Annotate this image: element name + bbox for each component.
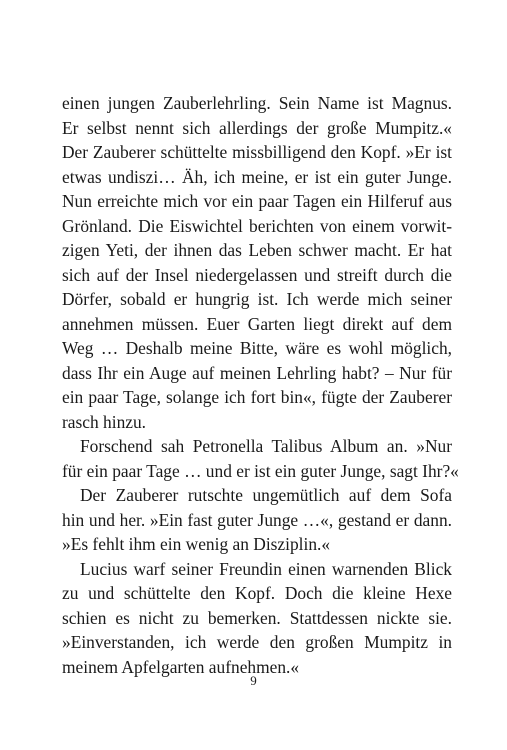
page-number: 9 [250, 673, 257, 688]
text-line: zigen Yeti, der ihnen das Leben schwer macht. Er hat [62, 240, 452, 260]
text-line: »Es fehlt ihm ein wenig an Disziplin.« [62, 534, 331, 554]
text-line: schien es nicht zu bemerken. Stattdessen nickte sie. [62, 607, 452, 628]
text-line: Er selbst nennt sich allerdings der große Mumpitz.« [62, 117, 452, 138]
text-line: einen jungen Zauberlehrling. Sein Name ist Magnus. [62, 93, 452, 113]
text-line: meinem Apfelgarten aufnehmen.« [62, 656, 300, 677]
text-line: für ein paar Tage … und er ist ein guter Junge, sagt Ihr?« [62, 460, 459, 481]
text-line: Forschend sah Petronella Talibus Album an. »Nur [80, 436, 452, 456]
text-line: Der Zauberer schüttelte missbilligend den Kopf. »Er ist [62, 142, 452, 162]
text-line: annehmen müssen. Euer Garten liegt direkt auf dem [62, 313, 452, 334]
text-line: dass Ihr ein Auge auf meinen Lehrling habt? – Nur für [62, 362, 452, 383]
text-line: etwas undiszi… Äh, ich meine, er ist ein guter Junge. [62, 166, 452, 187]
text-line: Nun erreichte mich vor ein paar Tagen ein Hilferuf aus [62, 191, 452, 211]
text-line: hin und her. »Ein fast guter Junge …«, gestand er dann. [62, 509, 452, 530]
text-line: Der Zauberer rutschte ungemütlich auf dem Sofa [80, 485, 452, 505]
body-text [62, 91, 459, 679]
text-line: »Einverstanden, ich werde den großen Mumpitz in [62, 632, 452, 652]
text-line: Grönland. Die Eiswichtel berichten von einem vorwit- [62, 215, 452, 236]
text-line: Weg … Deshalb meine Bitte, wäre es wohl möglich, [62, 338, 452, 358]
text-line: rasch hinzu. [62, 411, 147, 432]
text-line: sich auf der Insel niedergelassen und streift durch die [62, 264, 452, 285]
text-line: ein paar Tage, solange ich fort bin«, fügte der Zauberer [62, 387, 452, 407]
text-line: zu und schüttelte den Kopf. Doch die kleine Hexe [62, 583, 452, 603]
text-line: Lucius warf seiner Freundin einen warnenden Blick [80, 558, 452, 579]
text-line: Dörfer, sobald er hungrig ist. Ich werde mich seiner [62, 289, 452, 309]
